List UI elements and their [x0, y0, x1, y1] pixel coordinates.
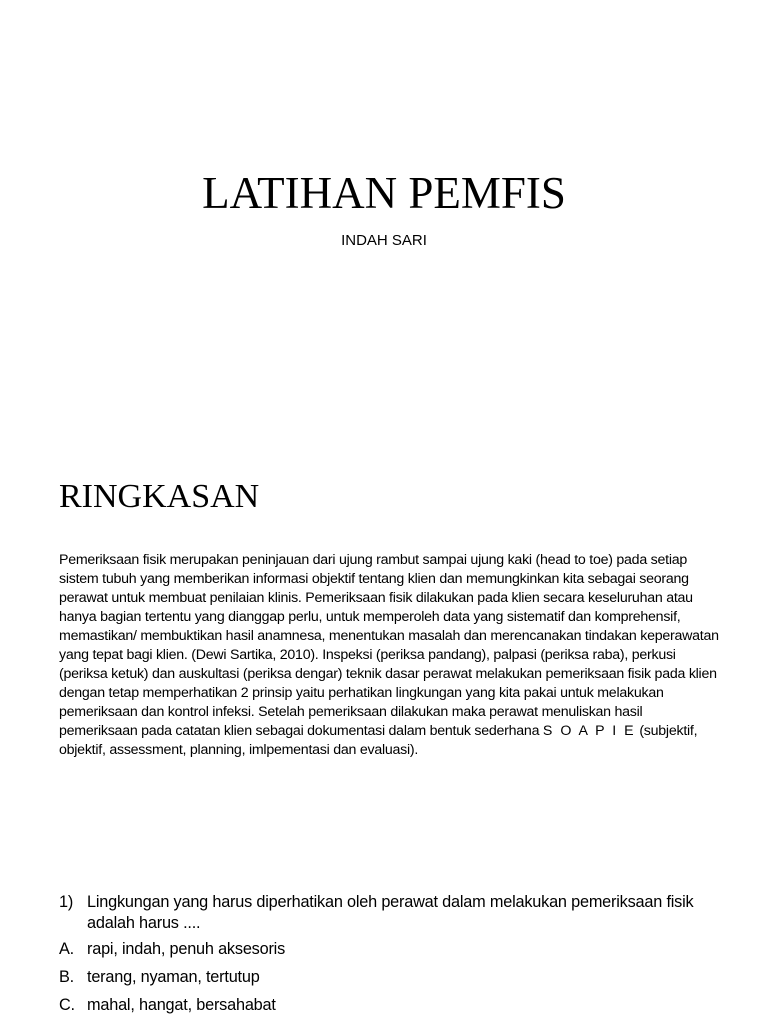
summary-main-text: Pemeriksaan fisik merupakan peninjauan dari ujung rambut sampai ujung kaki (head to toe) pada setiap sistem tubuh yang memberikan informasi objektif tentang klien dan memungkinkan kita sebagai seorang perawat untuk membuat penilaian klinis. Pemeriksaan fisik dilakukan pada klien secara keseluruhan atau hanya bagian tertentu yang dianggap perlu, untuk memperoleh data yang sistematif dan komprehensif, memastikan/ membuktikan hasil anamnesa, menentukan masalah dan merencanakan tindakan keperawatan yang tepat bagi klien. (Dewi Sartika, 2010). Inspeksi (periksa pandang), palpasi (periksa raba), perkusi (periksa ketuk) dan auskultasi (periksa dengar) teknik dasar perawat melakukan pemeriksaan fisik pada klien dengan tetap memperhatikan 2 prinsip yaitu perhatikan lingkungan yang kita pakai untuk melakukan pemeriksaan dan kontrol infeksi. Setelah pemeriksaan dilakukan maka perawat menuliskan hasil pemeriksaan pada catatan klien sebagai dokumentasi dalam bentuk sederhana [59, 552, 719, 739]
question-text: Lingkungan yang harus diperhatikan oleh perawat dalam melakukan pemeriksaan fisik adalah harus .... [87, 893, 694, 932]
section-heading: RINGKASAN [59, 478, 260, 515]
option-a [59, 939, 285, 959]
option-letter: B. [59, 968, 74, 986]
author-name: INDAH SARI [341, 232, 427, 249]
option-text: rapi, indah, penuh aksesoris [87, 940, 286, 958]
question-1 [59, 892, 699, 934]
summary-tail-text: (subjektif, objektif, assessment, planning, imlpementasi dan evaluasi). [59, 723, 698, 758]
option-letter: A. [59, 940, 74, 958]
summary-acronym: S O A P I E [542, 723, 636, 739]
option-c [59, 995, 285, 1015]
summary-paragraph [59, 551, 719, 760]
answer-options [59, 939, 285, 1023]
option-text: terang, nyaman, tertutup [87, 968, 260, 986]
option-b [59, 967, 285, 987]
slide-title: LATIHAN PEMFIS [202, 168, 566, 218]
option-text: mahal, hangat, bersahabat [87, 996, 276, 1014]
option-letter: C. [59, 996, 75, 1014]
question-number: 1) [59, 893, 74, 911]
